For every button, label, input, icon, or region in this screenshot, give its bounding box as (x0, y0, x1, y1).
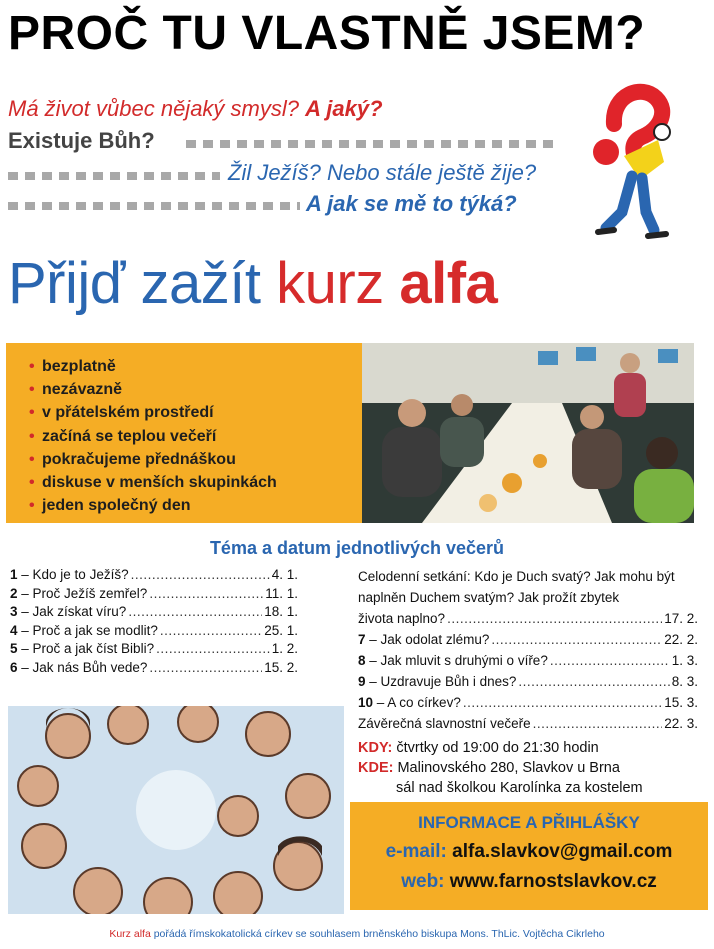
session-date: 11. 1. (265, 585, 298, 601)
schedule-row (10, 640, 298, 659)
schedule-row (10, 566, 298, 585)
when-line (358, 738, 643, 758)
where-detail: sál nad školkou Karolínka za kostelem (396, 780, 643, 796)
feature-list (6, 343, 362, 523)
question-jesus: Žil Ježíš? Nebo stále ještě žije? (228, 160, 537, 185)
where-line (358, 758, 643, 778)
question-meaning-text: Má život vůbec nějaký smysl? (8, 96, 306, 121)
list-item: • bezplatně (42, 355, 362, 378)
session-date: 4. 1. (271, 567, 298, 582)
session-topic: – Jak mluvit s druhými o víře? (365, 653, 548, 668)
dash-divider (8, 172, 220, 180)
session-date: 8. 3. (671, 674, 698, 689)
footer-text: pořádá římskokatolická církev se souhlasem brněnského biskupa Mons. ThLic. Vojtěcha Cikrleho (150, 928, 605, 940)
list-item: • diskuse v menších skupinkách (42, 471, 362, 494)
session-topic: – Uzdravuje Bůh i dnes? (365, 674, 517, 689)
schedule-row (358, 713, 698, 734)
question-mark-figure-icon (584, 80, 674, 246)
info-box (350, 802, 708, 910)
session-number: 8 (358, 653, 366, 668)
question-meaning (8, 96, 383, 122)
session-number: 1 (10, 567, 18, 582)
time-place (358, 738, 643, 798)
schedule-row (358, 671, 698, 692)
list-item: • začíná se teplou večeří (42, 425, 362, 448)
web-link[interactable]: www.farnostslavkov.cz (449, 871, 657, 892)
headline-part3: alfa (399, 251, 498, 316)
session-date: 25. 1. (264, 622, 298, 638)
dash-divider (186, 140, 556, 148)
schedule-row (10, 603, 298, 622)
list-item: • pokračujeme přednáškou (42, 448, 362, 471)
when-text: čtvrtky od 19:00 do 21:30 hodin (392, 740, 599, 756)
session-date: 22. 2. (664, 632, 698, 647)
session-number: 5 (10, 641, 18, 656)
session-date: 1. 2. (271, 641, 298, 656)
schedule-row (358, 692, 698, 713)
schedule-row (358, 650, 698, 671)
session-topic: – Proč Ježíš zemřel? (17, 585, 148, 601)
session-number: 3 (10, 604, 18, 619)
footer-note (0, 928, 714, 940)
schedule-row (10, 659, 298, 678)
web-label: web: (401, 871, 445, 892)
schedule-row (10, 585, 298, 604)
session-topic: Závěrečná slavnostní večeře (358, 716, 531, 731)
session-date: 15. 2. (264, 659, 298, 675)
list-item: • jeden společný den (42, 494, 362, 517)
session-topic: – Proč a jak se modlit? (17, 622, 158, 638)
schedule-left (10, 566, 298, 677)
session-number: 6 (10, 659, 18, 675)
session-number: 10 (358, 695, 374, 710)
web-line (350, 871, 708, 893)
headline-part2: kurz (276, 251, 400, 316)
session-number: 2 (10, 585, 18, 601)
question-me: A jak se mě to týká? (306, 191, 517, 216)
list-item: • v přátelském prostředí (42, 401, 362, 424)
session-date: 15. 3. (664, 695, 698, 710)
info-heading: INFORMACE A PŘIHLÁŠKY (418, 813, 640, 832)
session-number: 4 (10, 622, 18, 638)
where-label: KDE: (358, 760, 394, 776)
email-link[interactable]: alfa.slavkov@gmail.com (452, 841, 673, 862)
schedule-row (10, 622, 298, 641)
session-date: 22. 3. (664, 716, 698, 731)
session-date: 1. 3. (671, 653, 698, 668)
session-number: 9 (358, 674, 366, 689)
course-headline (8, 250, 497, 317)
dash-divider (8, 202, 300, 210)
page-title: PROČ TU VLASTNĚ JSEM? (8, 7, 646, 60)
session-topic: – Jak nás Bůh vede? (17, 659, 148, 675)
headline-part1: Přijď zažít (8, 251, 277, 316)
list-item: • nezávazně (42, 378, 362, 401)
when-label: KDY: (358, 740, 393, 756)
group-photo (8, 706, 344, 914)
session-number: 7 (358, 632, 366, 647)
where-text: Malinovského 280, Slavkov u Brna (393, 760, 620, 776)
footer-brand: Kurz alfa (109, 928, 151, 940)
session-date: 17. 2. (664, 611, 698, 626)
day-event-text: Celodenní setkání: Kdo je Duch svatý? Jak mohu být naplněn Duchem svatým? Jak prožít zbytek (358, 569, 675, 605)
schedule-row (358, 629, 698, 650)
dinner-photo (362, 343, 694, 523)
question-meaning-bold: A jaký? (305, 96, 383, 121)
email-line (350, 841, 708, 863)
session-topic: – Jak získat víru? (17, 604, 127, 619)
schedule-row (358, 608, 698, 629)
question-god: Existuje Bůh? (8, 128, 155, 153)
session-topic: – Proč a jak číst Bibli? (17, 641, 155, 656)
session-topic: – A co církev? (373, 695, 461, 710)
day-event-text-last: života naplno? (358, 611, 446, 626)
session-date: 18. 1. (264, 604, 298, 619)
session-topic: – Jak odolat zlému? (365, 632, 490, 647)
session-topic: – Kdo je to Ježíš? (17, 567, 129, 582)
email-label: e-mail: (385, 841, 447, 862)
schedule-right (358, 566, 698, 734)
schedule-title: Téma a datum jednotlivých večerů (209, 538, 505, 558)
